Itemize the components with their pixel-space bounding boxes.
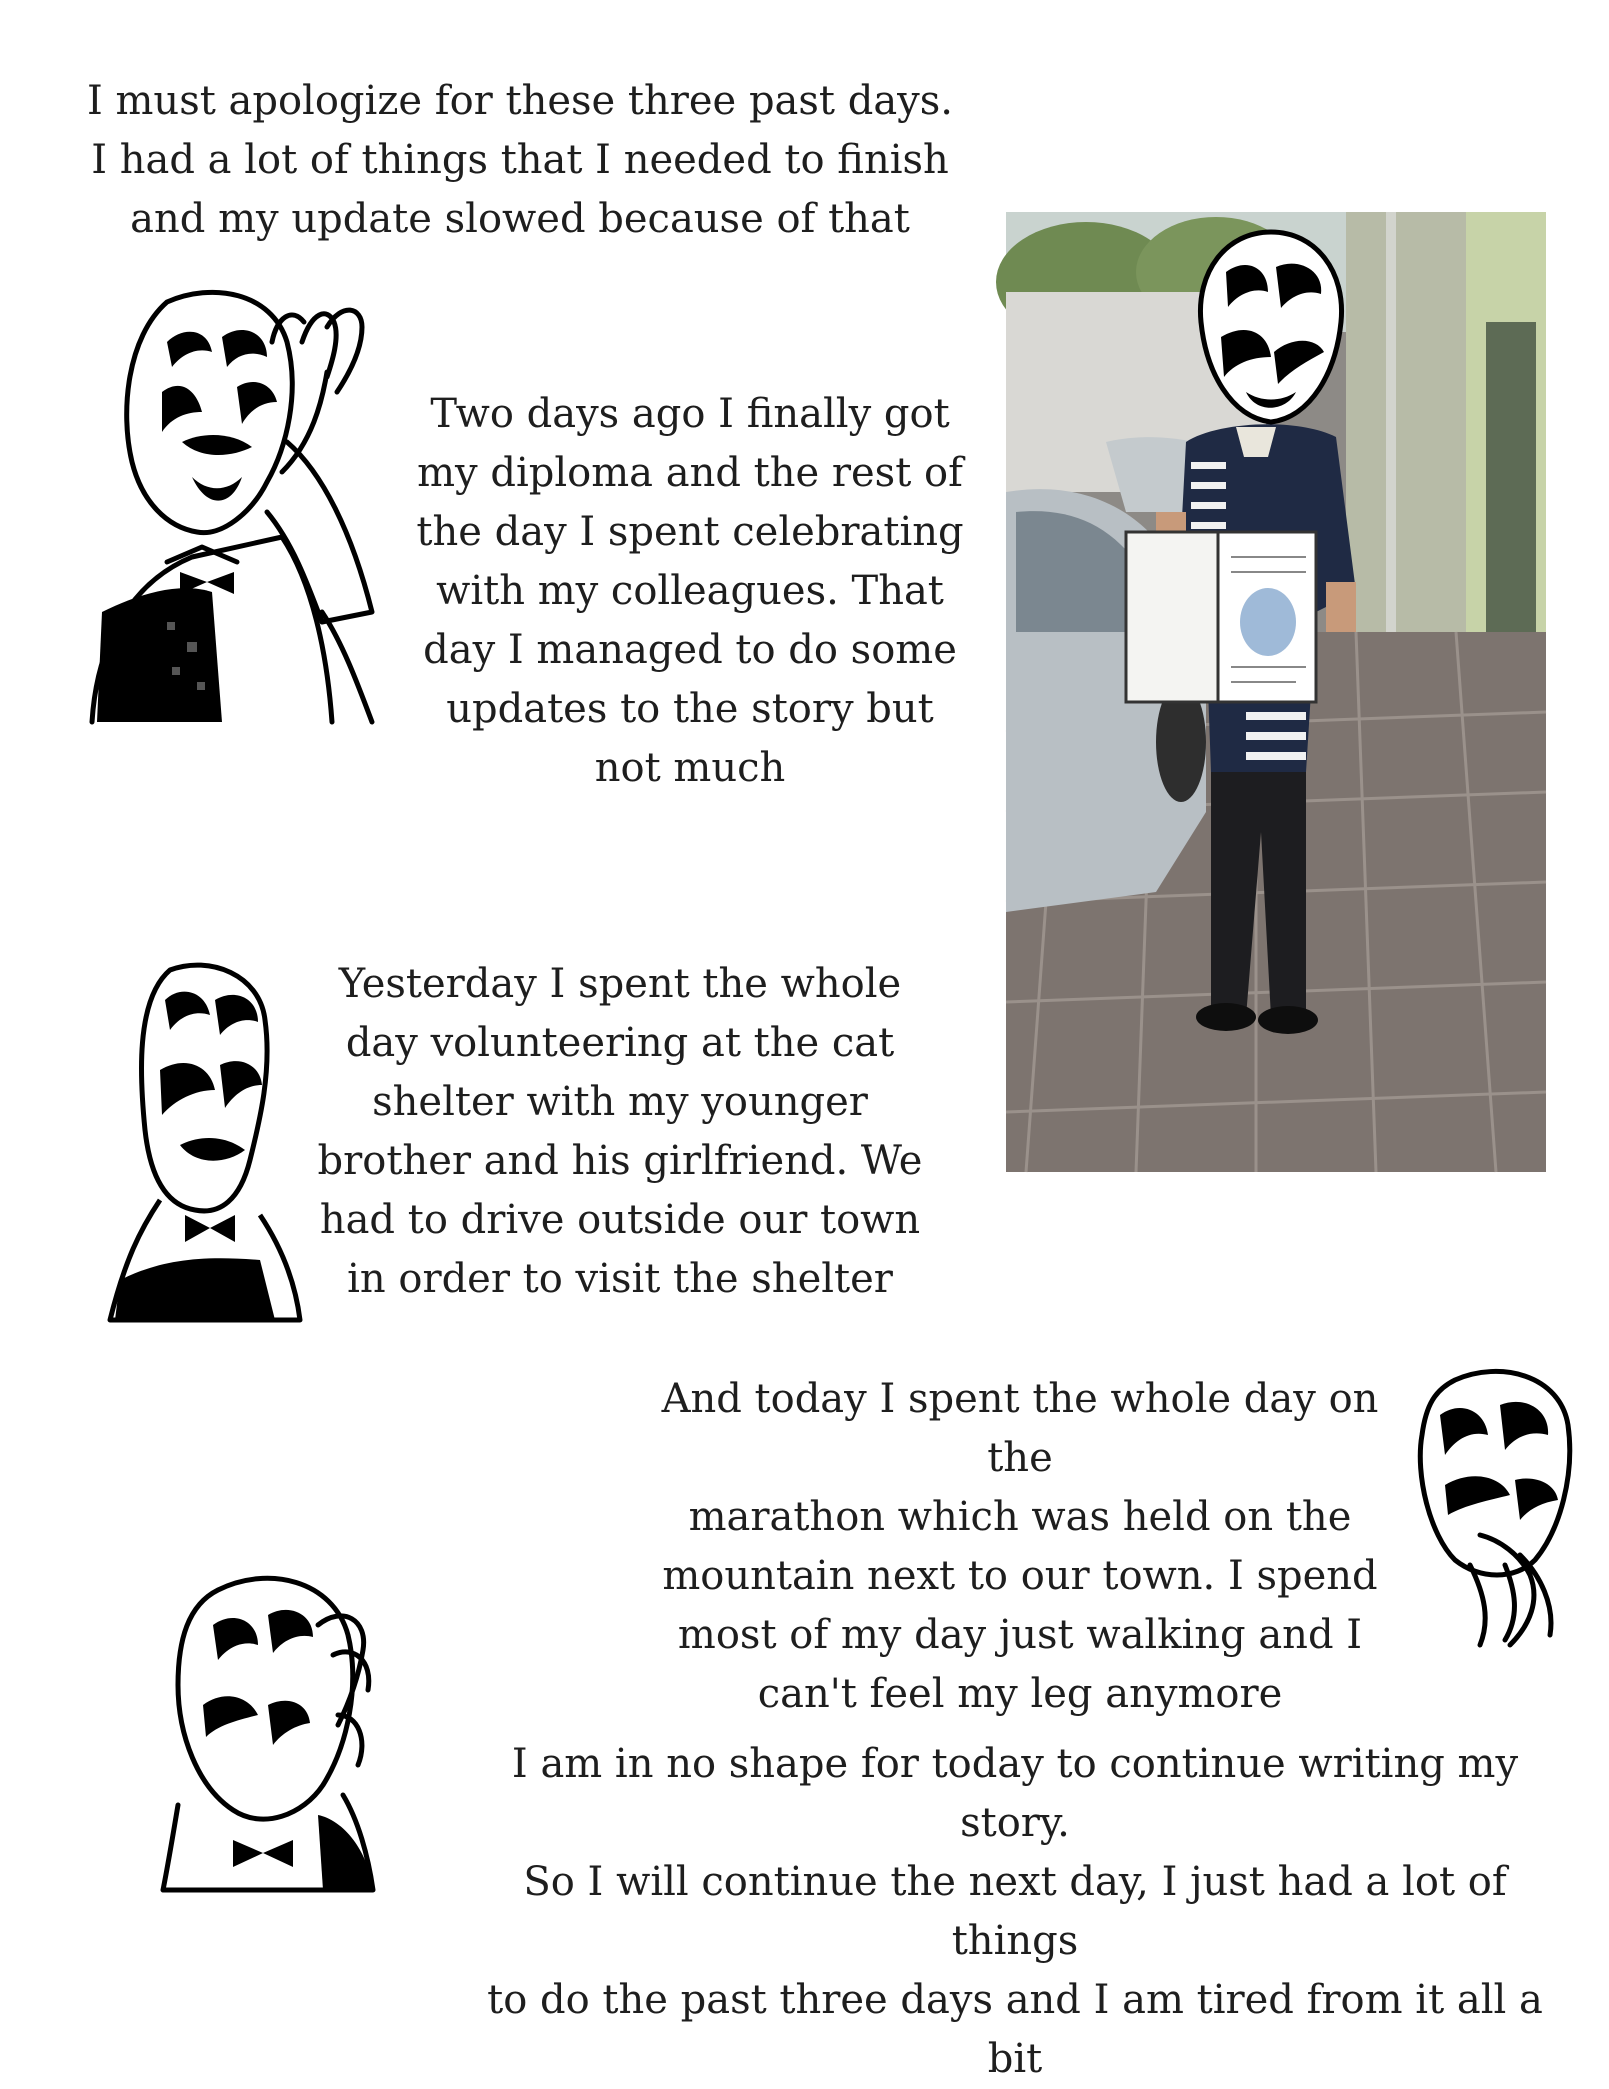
diploma-paragraph: Two days ago I finally got my diploma and the rest of the day I spent celebrating with my colleagues. That day I managed to do some updates to the story but not much [416, 391, 964, 791]
shelter-paragraph: Yesterday I spent the whole day volunteering at the cat shelter with my younger brother and his girlfriend. We had to drive outside our town in order to visit the shelter [317, 961, 923, 1302]
tired-paragraph: I am in no shape for today to continue writing my story. So I will continue the next day, I just had a lot of things to do the past three days and I am tired from it all a bit [487, 1741, 1543, 2082]
masked-character-covering-mouth-icon [1410, 1365, 1575, 1655]
person-holding-diploma-photo [1006, 212, 1546, 1172]
masked-character-facepalm-icon [158, 1565, 390, 1895]
apology-paragraph: I must apologize for these three past days. I had a lot of things that I needed to finish and my update slowed because of that [86, 78, 953, 242]
masked-character-bowtie-icon [100, 960, 315, 1330]
masked-character-scratching-head-icon [72, 282, 402, 742]
marathon-paragraph: And today I spent the whole day on the marathon which was held on the mountain next to our town. I spend most of my day just walking and I can't feel my leg anymore [661, 1376, 1379, 1717]
